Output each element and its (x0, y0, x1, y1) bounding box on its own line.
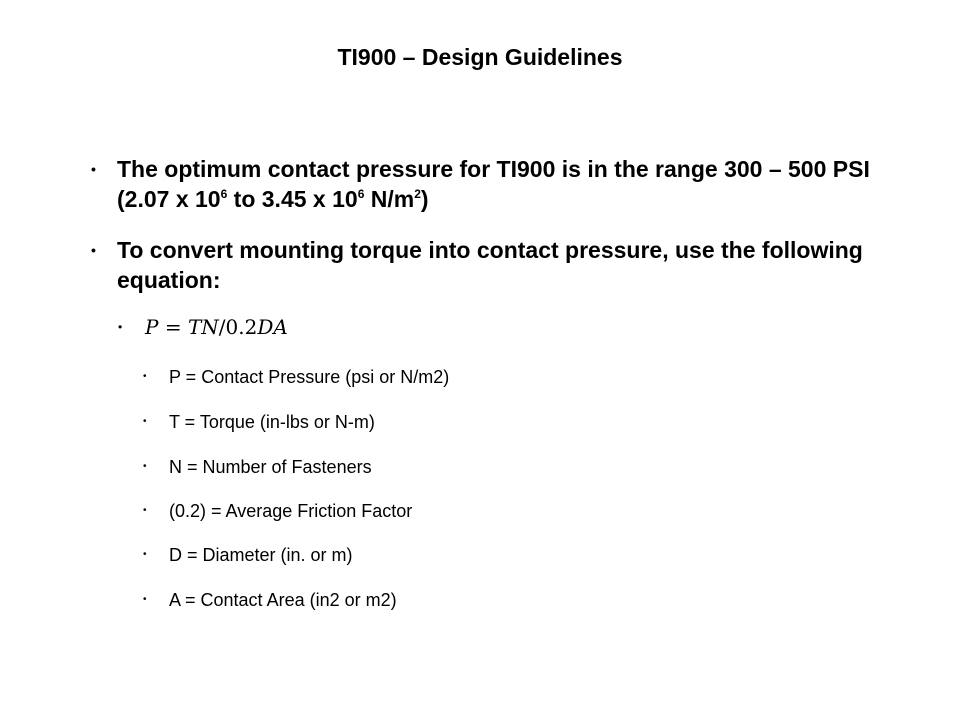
bullet-dot: • (91, 242, 96, 258)
bullet-text: To convert mounting torque into contact pressure, use the following equation: (117, 237, 863, 293)
bullet-dot: • (143, 505, 147, 516)
definition-item: • D = Diameter (in. or m) (143, 545, 353, 565)
bullet-dot: • (118, 320, 123, 334)
pressure-equation (118, 312, 518, 343)
bullet-dot: • (143, 416, 147, 427)
bullet-dot: • (143, 461, 147, 472)
definition-item: • N = Number of Fasteners (143, 457, 372, 477)
bullet-optimum-pressure (91, 154, 881, 214)
bullet-dot: • (143, 371, 147, 382)
bullet-dot: • (143, 594, 147, 605)
definition-item: • (0.2) = Average Friction Factor (143, 501, 413, 521)
definition-item: • T = Torque (in-lbs or N-m) (143, 412, 375, 432)
bullet-dot: • (91, 161, 96, 177)
equation-formula: P = TN/0.2DA (145, 315, 288, 339)
bullet-convert-torque (91, 235, 881, 295)
definition-item: • A = Contact Area (in2 or m2) (143, 590, 397, 610)
bullet-dot: • (143, 549, 147, 560)
slide-title: TI900 – Design Guidelines (337, 44, 623, 70)
definition-item: • P = Contact Pressure (psi or N/m2) (143, 367, 450, 387)
bullet-text: The optimum contact pressure for TI900 is in the range 300 – 500 PSI (2.07 x $10^6$ to 3.45 x $10^6$ $N/m^2$) (117, 156, 870, 212)
